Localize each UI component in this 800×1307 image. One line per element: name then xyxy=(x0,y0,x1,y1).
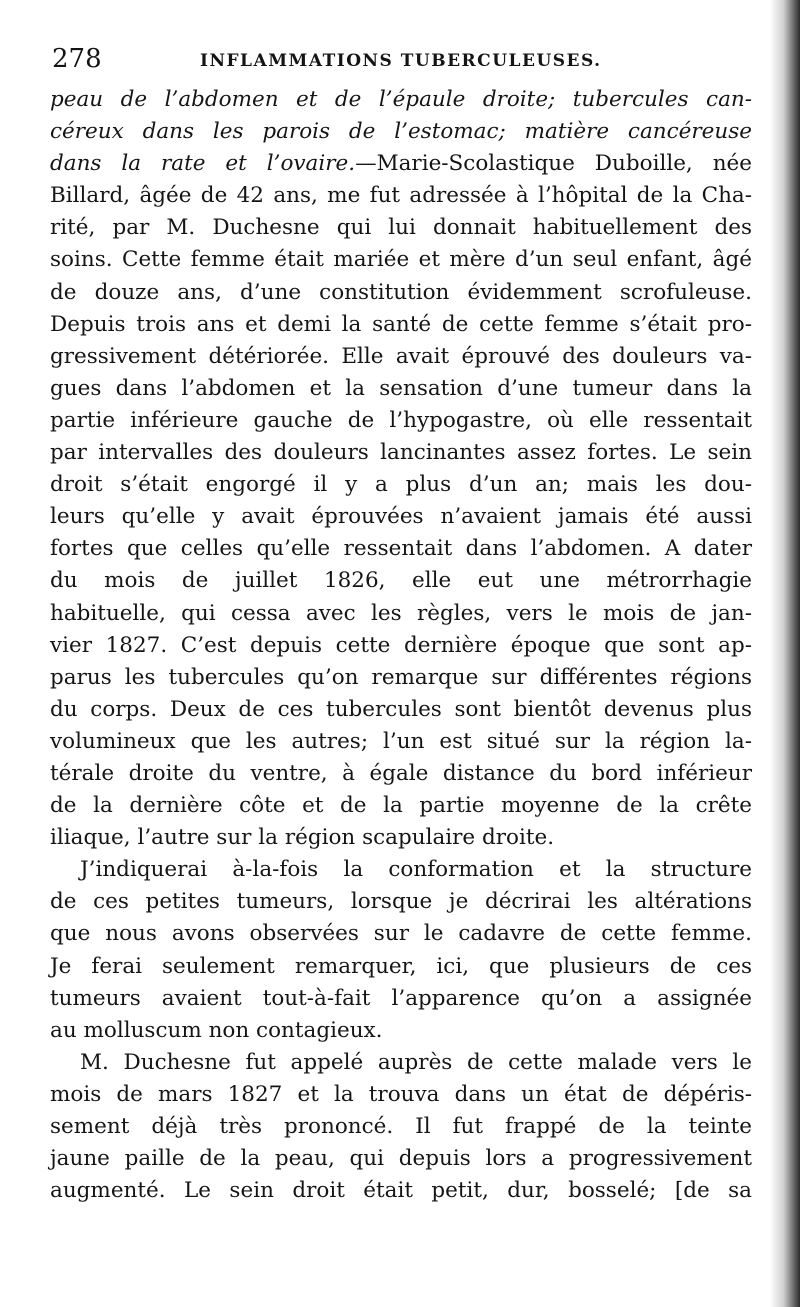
page-edge-shadow xyxy=(770,0,800,1307)
text-line: du mois de juillet 1826, elle eut une métrorrhagie xyxy=(50,568,752,594)
text-line: droit s’était engorgé il y a plus d’un an; mais les dou- xyxy=(50,472,752,498)
text-line: partie inférieure gauche de l’hypogastre, où elle ressentait xyxy=(50,407,752,433)
text-line: rité, par M. Duchesne qui lui donnait habituellement des xyxy=(50,215,752,241)
text-line: J’indiquerai à-la-fois la conformation et la structure xyxy=(80,857,752,883)
text-line: de douze ans, d’une constitution évidemment scrofuleuse. xyxy=(50,279,752,305)
text-line: que nous avons observées sur le cadavre de cette femme. xyxy=(50,921,752,947)
text-line: fortes que celles qu’elle ressentait dans l’abdomen. A dater xyxy=(50,536,752,562)
text-line: céreux dans les parois de l’estomac; matière cancéreuse xyxy=(50,119,752,145)
text-line: jaune paille de la peau, qui depuis lors a progressivement xyxy=(50,1146,752,1172)
text-line: gues dans l’abdomen et la sensation d’une tumeur dans la xyxy=(50,375,752,401)
page-number: 278 xyxy=(52,44,102,74)
text-line: mois de mars 1827 et la trouva dans un état de dépéris- xyxy=(50,1081,752,1107)
text-line: gressivement détériorée. Elle avait éprouvé des douleurs va- xyxy=(50,343,752,369)
text-line: dans la rate et l’ovaire.—Marie-Scolastique Duboille, née xyxy=(50,151,752,177)
text-line: soins. Cette femme était mariée et mère d’un seul enfant, âgé xyxy=(50,247,752,273)
text-line: Je ferai seulement remarquer, ici, que plusieurs de ces xyxy=(50,953,752,979)
text-line: tumeurs avaient tout-à-fait l’apparence qu’on a assignée xyxy=(50,985,752,1011)
text-line: parus les tubercules qu’on remarque sur différentes régions xyxy=(50,664,752,690)
text-line: au molluscum non contagieux. xyxy=(50,1017,383,1043)
text-line: Depuis trois ans et demi la santé de cette femme s’était pro- xyxy=(50,311,752,337)
page-header xyxy=(52,44,742,84)
text-line: leurs qu’elle y avait éprouvées n’avaient jamais été aussi xyxy=(50,504,752,530)
text-line: du corps. Deux de ces tubercules sont bientôt devenus plus xyxy=(50,696,752,722)
text-line: iliaque, l’autre sur la région scapulaire droite. xyxy=(50,825,555,851)
text-line: M. Duchesne fut appelé auprès de cette malade vers le xyxy=(80,1049,752,1075)
text-line: térale droite du ventre, à égale distance du bord inférieur xyxy=(50,760,752,786)
text-line: Billard, âgée de 42 ans, me fut adressée à l’hôpital de la Cha- xyxy=(50,183,752,209)
running-head: INFLAMMATIONS TUBERCULEUSES. xyxy=(200,51,602,71)
text-line: de la dernière côte et de la partie moyenne de la crête xyxy=(50,793,752,819)
text-line: peau de l’abdomen et de l’épaule droite; tubercules can- xyxy=(50,87,752,112)
text-line: volumineux que les autres; l’un est situé sur la région la- xyxy=(50,728,752,754)
text-line: habituelle, qui cessa avec les règles, vers le mois de jan- xyxy=(50,600,752,626)
text-line: augmenté. Le sein droit était petit, dur, bosselé; [de sa xyxy=(50,1178,752,1204)
body-text xyxy=(50,84,752,1207)
text-line: de ces petites tumeurs, lorsque je décrirai les altérations xyxy=(50,889,752,915)
text-line: sement déjà très prononcé. Il fut frappé de la teinte xyxy=(50,1114,752,1139)
text-line: vier 1827. C’est depuis cette dernière époque que sont ap- xyxy=(50,632,752,658)
text-line: par intervalles des douleurs lancinantes assez fortes. Le sein xyxy=(50,440,752,466)
